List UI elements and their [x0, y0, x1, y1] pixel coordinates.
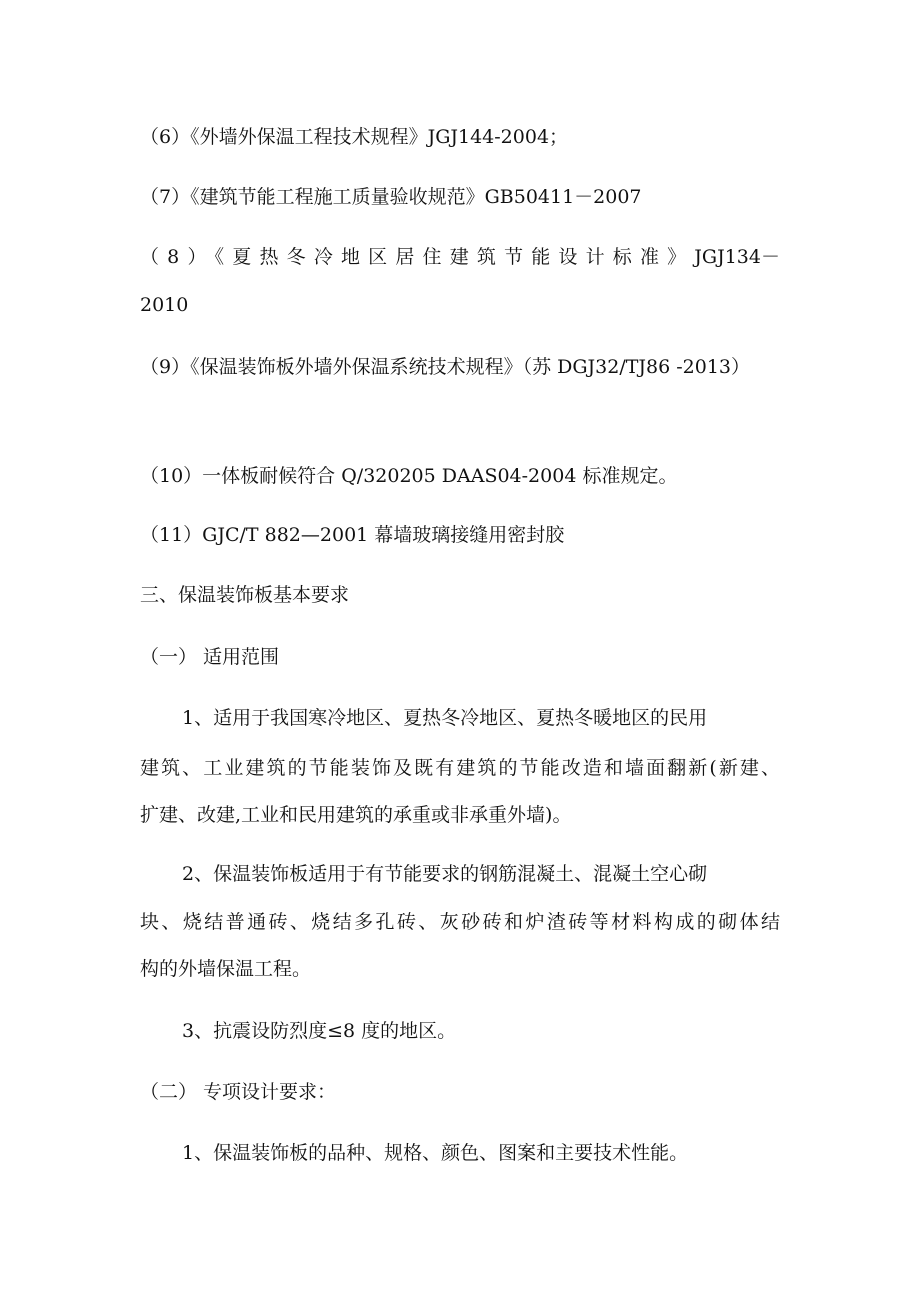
item-2-line-1: 2、保温装饰板适用于有节能要求的钢筋混凝土、混凝土空心砌 — [182, 863, 708, 885]
requirement-1: 1、保温装饰板的品种、规格、颜色、图案和主要技术性能。 — [182, 1142, 689, 1164]
item-1-line-2: 建筑、工业建筑的节能装饰及既有建筑的节能改造和墙面翻新(新建、 — [140, 757, 780, 779]
item-2-line-3: 构的外墙保温工程。 — [140, 958, 312, 980]
section-3-heading: 三、保温装饰板基本要求 — [140, 584, 350, 606]
reference-9: （9）《保温装饰板外墙外保温系统技术规程》（苏 DGJ32/TJ86 -2013） — [140, 356, 751, 378]
subsection-2-heading: （二） 专项设计要求： — [140, 1081, 337, 1103]
item-1-line-1: 1、适用于我国寒冷地区、夏热冬冷地区、夏热冬暖地区的民用 — [182, 707, 708, 729]
reference-11: （11）GJC/T 882—2001 幕墙玻璃接缝用密封胶 — [140, 524, 565, 546]
item-3: 3、抗震设防烈度≤8 度的地区。 — [182, 1020, 457, 1042]
reference-7: （7）《建筑节能工程施工质量验收规范》GB50411－2007 — [140, 186, 642, 208]
item-2-line-2: 块、烧结普通砖、烧结多孔砖、灰砂砖和炉渣砖等材料构成的砌体结 — [140, 911, 780, 933]
subsection-1-heading: （一） 适用范围 — [140, 646, 280, 668]
reference-6: （6）《外墙外保温工程技术规程》JGJ144-2004； — [140, 126, 569, 148]
reference-10: （10）一体板耐候符合 Q/320205 DAAS04-2004 标准规定。 — [140, 465, 678, 487]
reference-8-line-1: （8）《夏热冬冷地区居住建筑节能设计标准》JGJ134－ — [140, 246, 780, 268]
reference-8-line-2: 2010 — [140, 294, 189, 316]
item-1-line-3: 扩建、改建,工业和民用建筑的承重或非承重外墙)。 — [140, 804, 572, 826]
